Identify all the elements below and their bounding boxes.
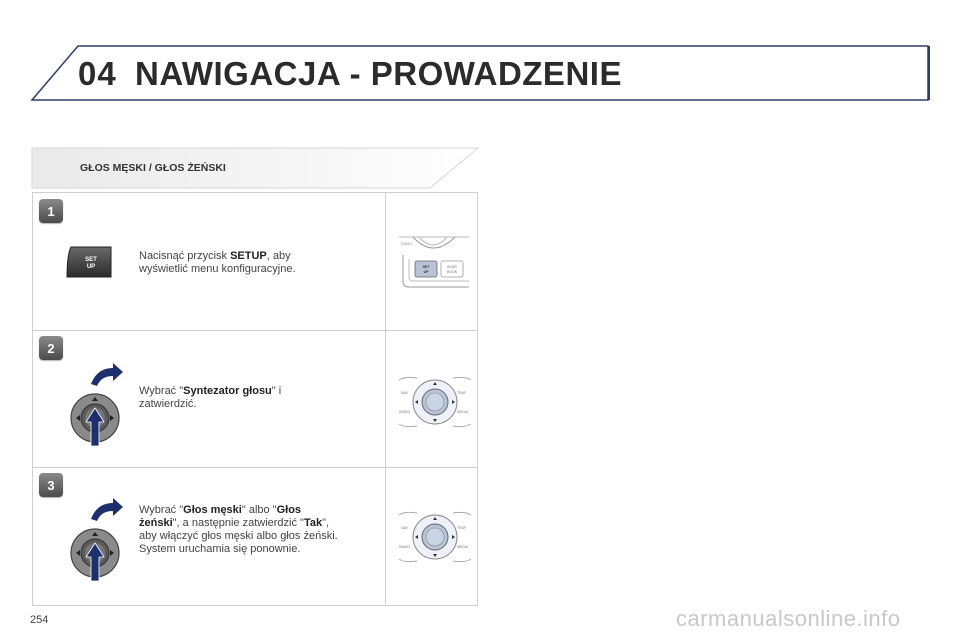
figure-traf-label: TRAF — [457, 391, 467, 395]
instruction-bold-text: Głos żeński — [139, 504, 302, 529]
step-number-badge: 2 — [39, 336, 63, 360]
instruction-text: Nacisnąć przycisk — [139, 250, 231, 262]
watermark: carmanualsonline.info — [676, 606, 901, 631]
instruction-text: , aby wyświetlić menu konfiguracyjne. — [139, 250, 296, 275]
step-3-instruction — [139, 504, 339, 556]
setup-button-icon — [65, 243, 115, 281]
step-1-instruction — [139, 250, 339, 276]
figure-traf-label: TRAF — [457, 526, 467, 530]
step-2-instruction — [139, 385, 339, 411]
figure-radio-label: RADIO — [399, 410, 411, 414]
section-heading-frame — [0, 140, 480, 190]
rotary-knob-icon — [67, 495, 127, 585]
figure-media-label: MEDIA — [457, 545, 469, 549]
instruction-text: Wybrać " — [139, 504, 184, 516]
chapter-number: 04 — [78, 55, 117, 92]
figure-media-label: MEDIA — [457, 410, 469, 414]
section-heading — [0, 140, 480, 190]
figure-radio-label: RADIO — [399, 545, 411, 549]
step-2 — [33, 330, 477, 468]
figure-setup-label-1: SET — [422, 265, 430, 269]
instruction-text: ", aby włączyć głos męski albo głos żeński. System uruchamia się ponownie. — [139, 517, 338, 555]
step-3 — [33, 467, 477, 604]
figure-setup-label-2: UP — [423, 270, 429, 274]
rotary-controller-figure — [395, 505, 475, 569]
figure-radio-label: RADIO — [401, 242, 413, 246]
setup-icon-label-1: SET — [85, 257, 97, 263]
figure-address-label-1: ADDR — [447, 265, 457, 269]
instruction-bold-text: Głos męski — [183, 504, 242, 516]
setup-icon-label-2: UP — [86, 264, 96, 270]
figure-address-label-2: BOOK — [446, 270, 458, 274]
instruction-bold-text: Syntezator głosu — [183, 385, 272, 397]
step-number-badge: 1 — [39, 199, 63, 223]
rotary-knob-icon — [67, 360, 127, 450]
figure-nav-label: NAV — [401, 391, 408, 395]
section-title: GŁOS MĘSKI / GŁOS ŻEŃSKI — [80, 162, 226, 174]
instruction-bold-text: Tak — [303, 517, 323, 529]
instruction-text: " i zatwierdzić. — [139, 385, 282, 410]
step-number-badge: 3 — [39, 473, 63, 497]
figure-nav-label: NAV — [401, 526, 408, 530]
chapter-header — [0, 0, 960, 110]
page-number: 254 — [30, 614, 49, 626]
instruction-text: " albo " — [241, 504, 277, 516]
instruction-bold-text: SETUP — [230, 250, 267, 262]
setup-panel-figure — [395, 233, 473, 293]
chapter-title: NAWIGACJA - PROWADZENIE — [135, 55, 622, 92]
steps-table — [32, 192, 478, 606]
rotary-controller-figure — [395, 370, 475, 434]
instruction-text: ", a następnie zatwierdzić " — [172, 517, 304, 529]
step-1 — [33, 193, 477, 331]
instruction-text: Wybrać " — [139, 385, 184, 397]
